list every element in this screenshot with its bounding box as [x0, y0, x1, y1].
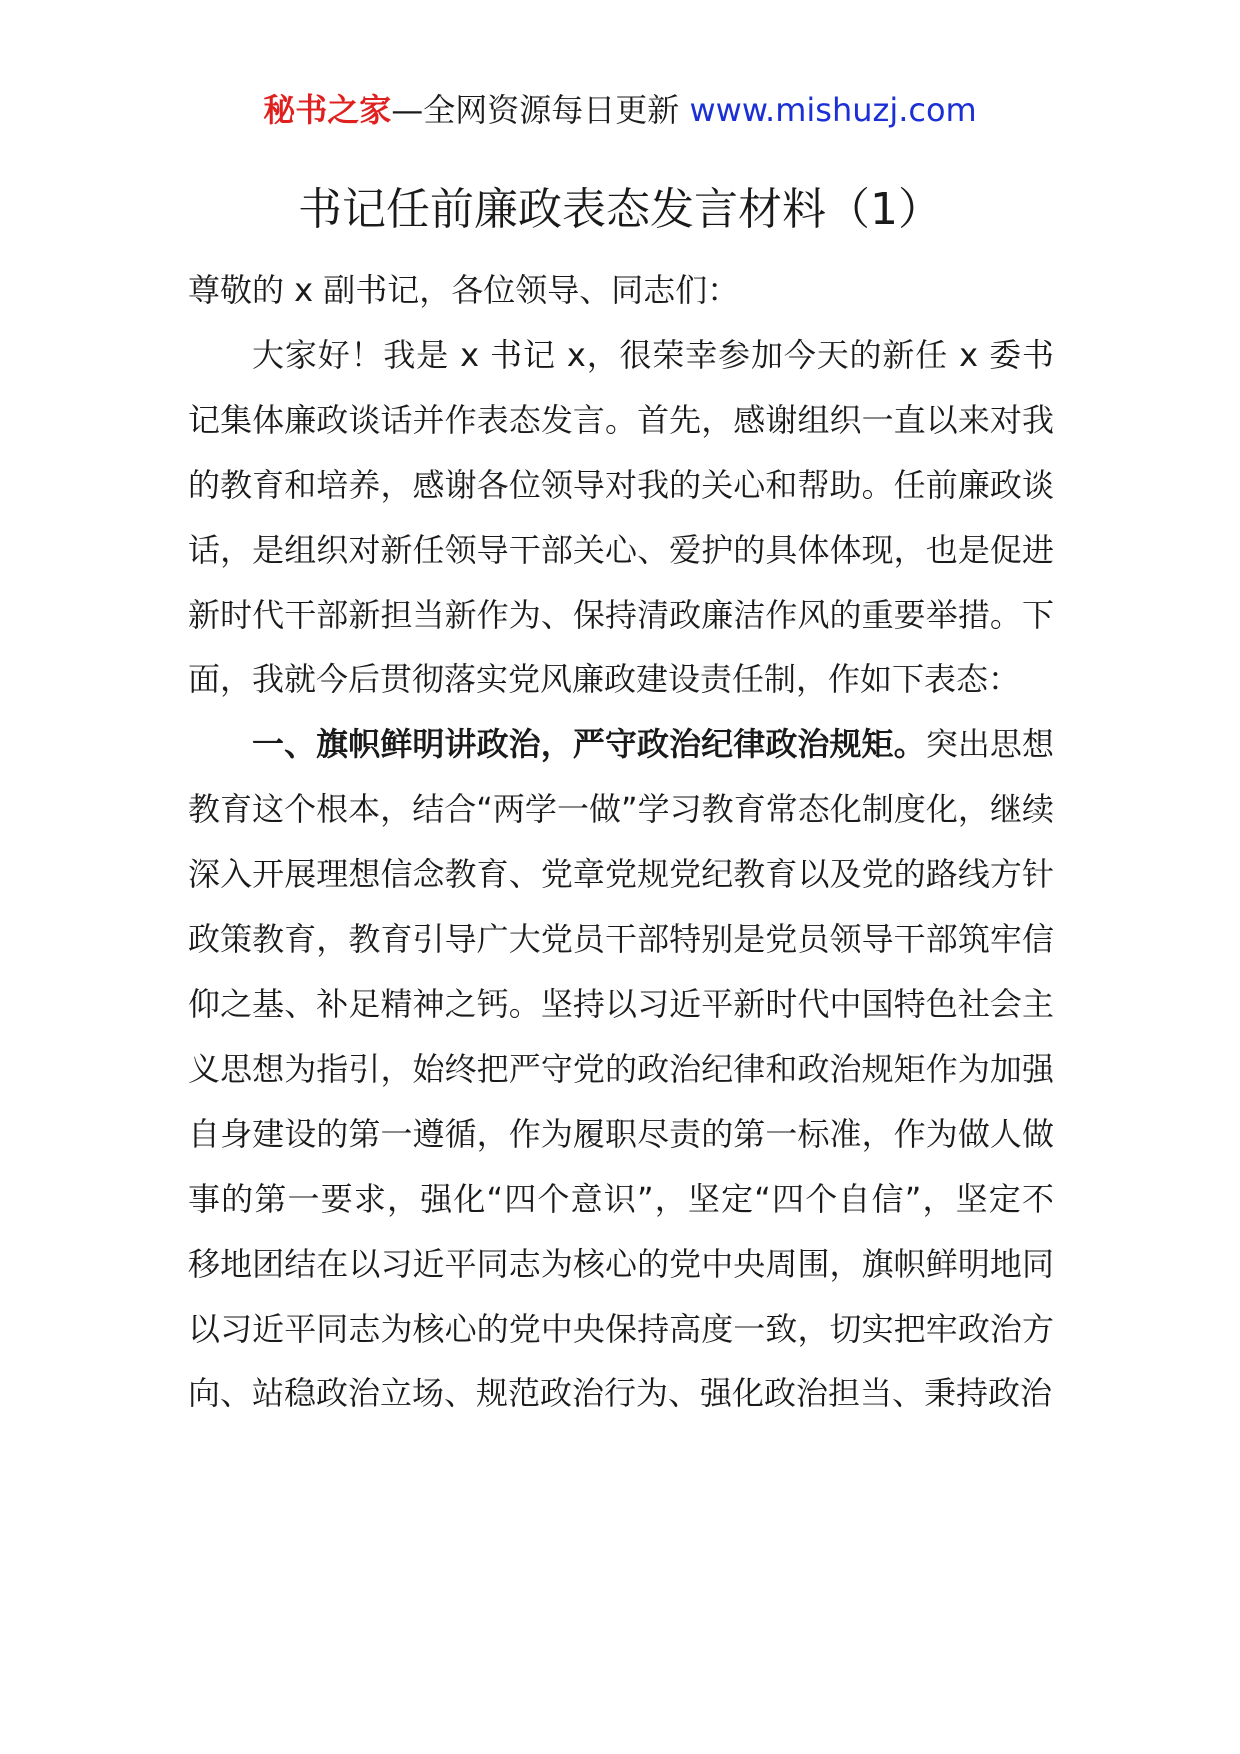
header-tagline: —全网资源每日更新 [391, 91, 680, 129]
paragraph-intro: 大家好！我是 x 书记 x，很荣幸参加今天的新任 x 委书记集体廉政谈话并作表态发言。首先，感谢组织一直以来对我的教育和培养，感谢各位领导对我的关心和帮助。任前廉政谈话，是组织对新任领导干部关心、爱护的具体体现，也是促进新时代干部新担当新作为、保持清政廉洁作风的重要举措。下面，我就今后贯彻落实党风廉政建设责任制，作如下表态： [188, 335, 1054, 699]
section-1-heading: 一、旗帜鲜明讲政治，严守政治纪律政治规矩。 [252, 725, 926, 764]
brand-name: 秘书之家 [263, 91, 392, 129]
section-1-body: 突出思想教育这个根本，结合“两学一做”学习教育常态化制度化，继续深入开展理想信念教育、党章党规党纪教育以及党的路线方针政策教育，教育引导广大党员干部特别是党员领导干部筑牢信仰之基、补足精神之钙。坚持以习近平新时代中国特色社会主义思想为指引，始终把严守党的政治纪律和政治规矩作为加强自身建设的第一遵循，作为履职尽责的第一标准，作为做人做事的第一要求，强化“四个意识”，坚定“四个自信”，坚定不移地团结在以习近平同志为核心的党中央周围，旗帜鲜明地同以习近平同志为核心的党中央保持高度一致，切实把牢政治方向、站稳政治立场、规范政治行为、强化政治担当、秉持政治 [188, 725, 1054, 1413]
site-url-link[interactable]: www.mishuzj.com [689, 91, 977, 129]
salutation: 尊敬的 x 副书记，各位领导、同志们： [188, 271, 740, 309]
page-header [0, 88, 1240, 132]
document-body [188, 258, 1054, 1426]
document-title: 书记任前廉政表态发言材料（1） [298, 184, 942, 235]
paragraph-section-1 [188, 712, 1054, 1426]
